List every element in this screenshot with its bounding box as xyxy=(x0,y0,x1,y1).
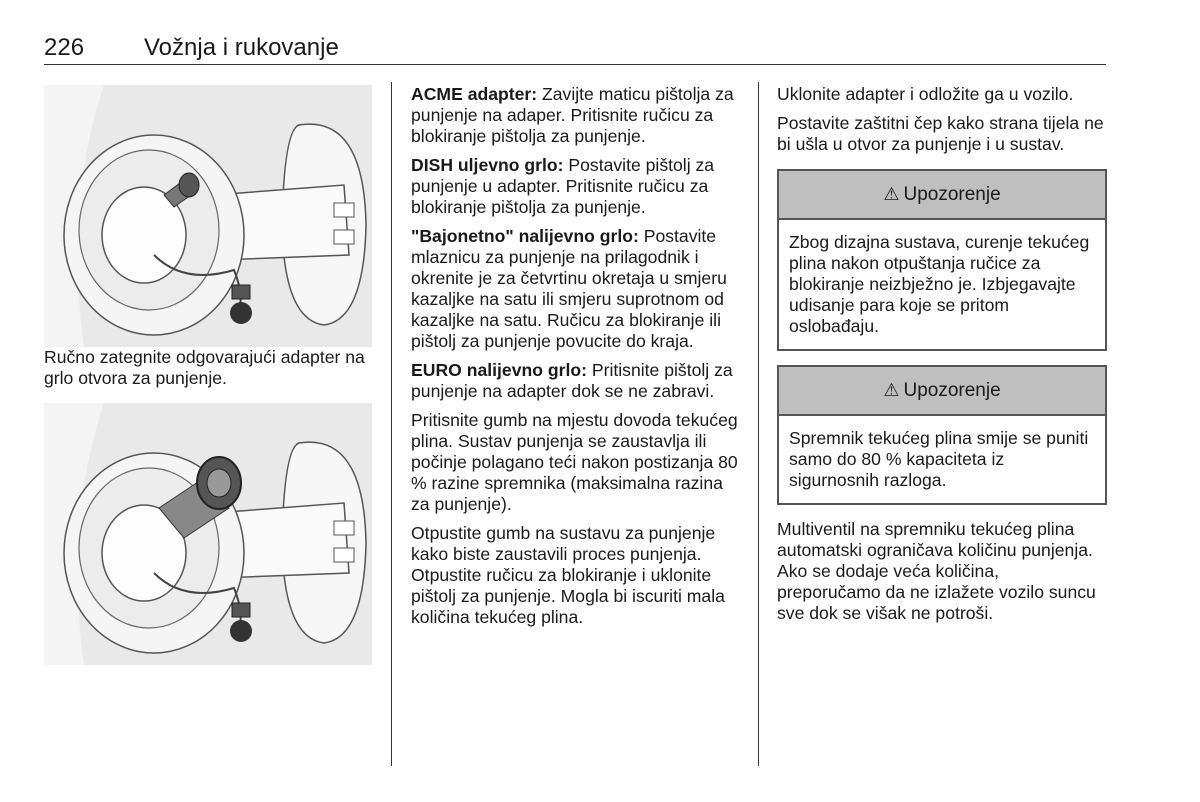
warning-box xyxy=(777,365,1107,505)
warning-header xyxy=(779,367,1105,416)
column-divider xyxy=(391,82,392,766)
column-left xyxy=(44,84,374,665)
warning-box xyxy=(777,169,1107,351)
paragraph-bajonetno: "Bajonetno" nalijevno grlo: Postavite mlaznicu za punjenje na prilagodnik i okrenite je za četvrtinu okretaja u smjeru kazaljke na satu ili smjeru suprotnom od kazaljke na satu. Ručicu za blokiranje ili pištolj za punjenje povucite do kraja. xyxy=(411,226,727,351)
page-title: Vožnja i rukovanje xyxy=(144,34,339,61)
warning-title: Upozorenje xyxy=(903,184,1001,205)
column-middle xyxy=(411,84,743,636)
warning-header xyxy=(779,171,1105,220)
column-divider xyxy=(758,82,759,766)
paragraph-dish: DISH uljevno grlo: Postavite pištolj za punjenje u adapter. Pritisnite ručicu za blokiranje pištolja za punjenje. xyxy=(411,155,715,217)
warning-triangle-icon: ⚠ xyxy=(883,380,900,400)
warning-triangle-icon: ⚠ xyxy=(883,184,900,204)
fuel-filler-illustration xyxy=(44,85,372,347)
warning-text: Spremnik tekućeg plina smije se puniti samo do 80 % kapaciteta iz sigurnosnih razloga. xyxy=(789,428,1089,490)
paragraph-press-button: Pritisnite gumb na mjestu dovoda tekućeg plina. Sustav punjenja se zaustavlja ili počinje polagano teći nakon postizanja 80 % razine spremnika (maksimalna razina za punjenje). xyxy=(411,410,738,514)
header-divider xyxy=(44,64,1106,65)
page-header xyxy=(44,34,1106,64)
page-number: 226 xyxy=(44,34,85,61)
paragraph-release-button: Otpustite gumb na sustavu za punjenje kako biste zaustavili proces punjenja. Otpustite ručicu za blokiranje i uklonite pištolj za punjenje. Mogla bi iscuriti mala količina tekućeg plina. xyxy=(411,523,725,627)
caption-tighten-adapter: Ručno zategnite odgovarajući adapter na grlo otvora za punjenje. xyxy=(44,347,365,388)
warning-text: Zbog dizajna sustava, curenje tekućeg plina nakon otpuštanja ručice za blokiranje neizbježno je. Izbjegavajte udisanje para koje se pritom oslobađaju. xyxy=(789,232,1090,336)
adapter-illustration xyxy=(44,403,372,665)
paragraph-acme: ACME adapter: Zavijte maticu pištolja za punjenje na adaper. Pritisnite ručicu za blokiranje pištolja za punjenje. xyxy=(411,84,734,146)
paragraph-protective-cap: Postavite zaštitni čep kako strana tijela ne bi ušla u otvor za punjenje i u sustav. xyxy=(777,113,1104,154)
column-right xyxy=(777,84,1107,632)
paragraph-multivalve: Multiventil na spremniku tekućeg plina automatski ograničava količinu punjenja. Ako se dodaje veća količina, preporučamo da ne izlažete vozilo suncu sve dok se višak ne potroši. xyxy=(777,519,1096,623)
paragraph-remove-adapter: Uklonite adapter i odložite ga u vozilo. xyxy=(777,84,1074,104)
paragraph-euro: EURO nalijevno grlo: Pritisnite pištolj za punjenje na adapter dok se ne zabravi. xyxy=(411,360,733,401)
warning-title: Upozorenje xyxy=(903,380,1001,401)
